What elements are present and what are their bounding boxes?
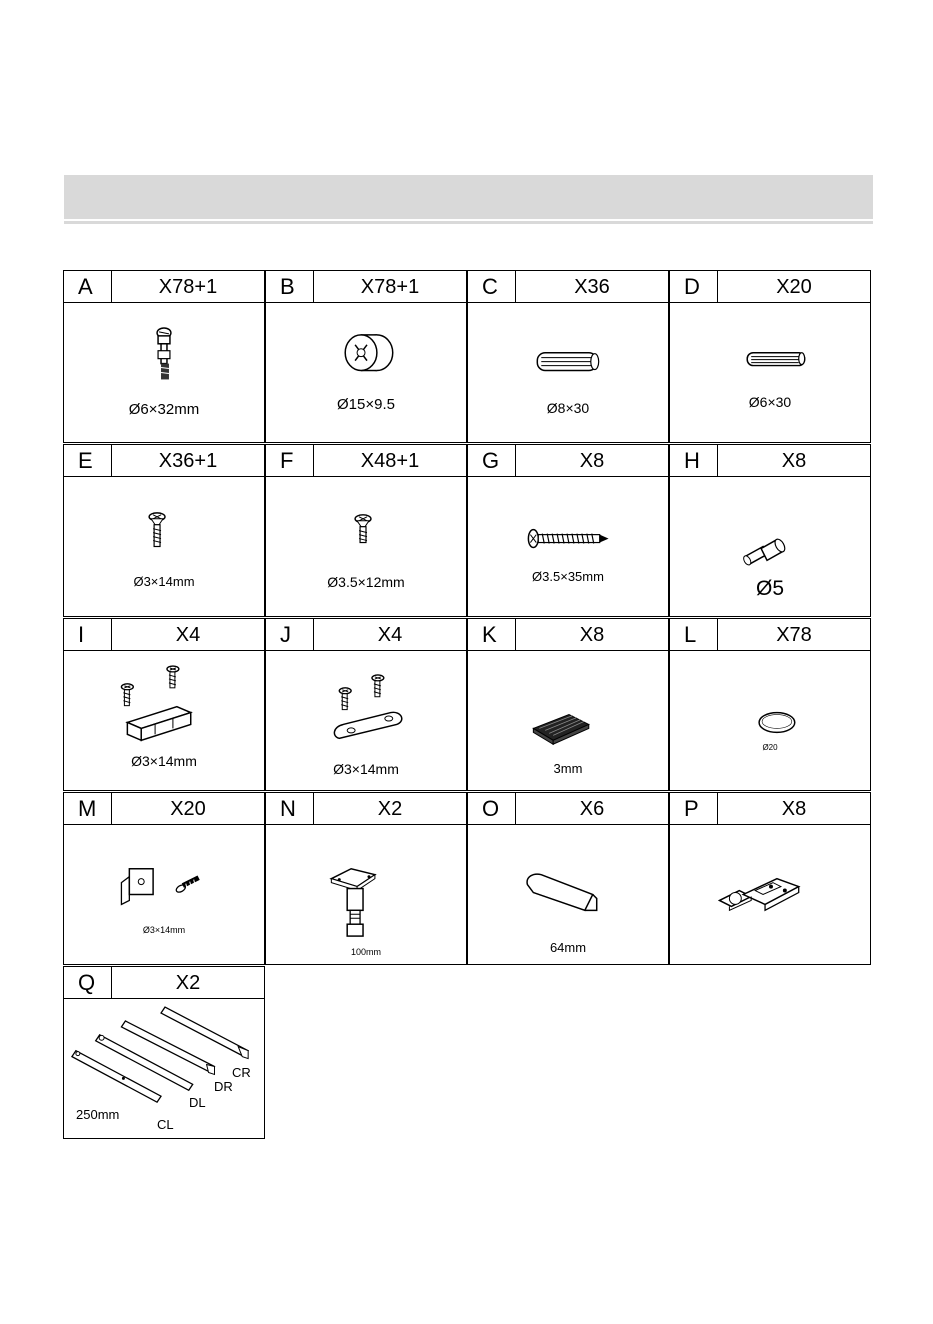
magnetic-catch-icon: [64, 651, 264, 790]
part-cell-q: [63, 966, 265, 1139]
part-illustration: [467, 303, 669, 443]
part-quantity: X78: [776, 624, 812, 646]
part-header: [63, 792, 265, 825]
part-letter: O: [468, 793, 516, 824]
adjustable-leg-icon: [266, 825, 466, 964]
wood-dowel-icon: [670, 303, 870, 442]
part-cell-e: [63, 444, 265, 617]
part-cell-h: [669, 444, 871, 617]
cam-lock-icon: [266, 303, 466, 442]
part-letter: H: [670, 445, 718, 476]
part-quantity: X4: [377, 624, 403, 646]
part-letter: K: [468, 619, 516, 650]
part-header: [669, 444, 871, 477]
part-cell-p: [669, 792, 871, 965]
part-letter: J: [266, 619, 314, 650]
part-quantity: X8: [579, 450, 605, 472]
part-header: [467, 270, 669, 303]
part-illustration: [265, 651, 467, 791]
part-cell-l: [669, 618, 871, 791]
part-size-label: Ø6×32mm: [128, 401, 200, 418]
part-letter: F: [266, 445, 314, 476]
part-size-label: Ø5: [755, 577, 784, 600]
part-cell-c: [467, 270, 669, 443]
part-illustration: [669, 825, 871, 965]
part-quantity: X6: [579, 798, 605, 820]
part-cell-i: [63, 618, 265, 791]
part-header: [265, 444, 467, 477]
part-cell-b: [265, 270, 467, 443]
part-cell-a: [63, 270, 265, 443]
part-header: [265, 270, 467, 303]
part-illustration: [63, 303, 265, 443]
part-quantity: X8: [781, 798, 807, 820]
part-letter: A: [64, 271, 112, 302]
bracket-screw-icon: [64, 825, 264, 964]
hinge-icon: [670, 825, 870, 964]
part-cell-n: [265, 792, 467, 965]
part-quantity: X20: [776, 276, 812, 298]
part-header: [63, 270, 265, 303]
part-size-label: 64mm: [549, 940, 587, 955]
part-illustration: [63, 825, 265, 965]
part-letter: E: [64, 445, 112, 476]
screw-icon: [64, 477, 264, 616]
part-size-label: Ø3×14mm: [333, 761, 399, 777]
part-size-label: Ø3×14mm: [131, 753, 197, 769]
part-quantity: X36+1: [158, 450, 218, 472]
part-quantity: X2: [377, 798, 403, 820]
part-header: [265, 618, 467, 651]
part-illustration: [669, 303, 871, 443]
part-illustration: [265, 477, 467, 617]
part-letter: B: [266, 271, 314, 302]
section-header-bar: [64, 175, 873, 219]
part-illustration: [467, 477, 669, 617]
part-header: [669, 270, 871, 303]
wood-dowel-icon: [468, 303, 668, 442]
part-letter: N: [266, 793, 314, 824]
part-cell-o: [467, 792, 669, 965]
part-letter: P: [670, 793, 718, 824]
header-divider: [64, 221, 873, 224]
part-header: [63, 618, 265, 651]
part-quantity: X2: [175, 972, 201, 994]
part-cell-m: [63, 792, 265, 965]
part-size-label: Ø3×14mm: [133, 574, 195, 589]
part-quantity: X8: [579, 624, 605, 646]
part-cell-g: [467, 444, 669, 617]
part-illustration: [63, 651, 265, 791]
part-quantity: X48+1: [360, 450, 420, 472]
runner-label-dr: DR: [214, 1079, 233, 1094]
part-size-label: Ø8×30: [546, 400, 590, 416]
part-size-label: Ø3.5×35mm: [532, 569, 604, 584]
part-header: [63, 444, 265, 477]
part-size-label: Ø15×9.5: [337, 396, 395, 413]
part-quantity: X4: [175, 624, 201, 646]
part-cell-f: [265, 444, 467, 617]
part-letter: D: [670, 271, 718, 302]
part-header: [265, 792, 467, 825]
part-illustration: [63, 477, 265, 617]
long-screw-icon: [468, 477, 668, 616]
screw-icon: [266, 477, 466, 616]
part-size-label: Ø6×30: [748, 394, 792, 410]
part-header: [669, 618, 871, 651]
part-quantity: X36: [574, 276, 610, 298]
part-size-label: Ø3.5×12mm: [327, 574, 405, 590]
part-header: [467, 792, 669, 825]
cam-bolt-icon: [64, 303, 264, 442]
part-header: [669, 792, 871, 825]
part-size-label: 250mm: [76, 1107, 120, 1122]
part-cell-d: [669, 270, 871, 443]
part-illustration: [265, 825, 467, 965]
part-header: [467, 444, 669, 477]
part-letter: Q: [64, 967, 112, 998]
part-quantity: X78+1: [158, 276, 218, 298]
part-illustration: [669, 651, 871, 791]
part-illustration: [467, 651, 669, 791]
part-size-label: Ø20: [762, 743, 778, 752]
part-header: [63, 966, 265, 999]
cover-cap-icon: [670, 651, 870, 790]
part-illustration: [669, 477, 871, 617]
part-quantity: X20: [170, 798, 206, 820]
part-quantity: X8: [781, 450, 807, 472]
part-letter: M: [64, 793, 112, 824]
part-cell-j: [265, 618, 467, 791]
part-cell-k: [467, 618, 669, 791]
part-size-label: Ø3×14mm: [142, 925, 186, 935]
part-letter: L: [670, 619, 718, 650]
part-quantity: X78+1: [360, 276, 420, 298]
part-illustration: [63, 999, 265, 1139]
part-letter: C: [468, 271, 516, 302]
part-header: [467, 618, 669, 651]
part-size-label: 100mm: [350, 947, 381, 957]
runner-label-cr: CR: [232, 1065, 251, 1080]
part-letter: G: [468, 445, 516, 476]
part-letter: I: [64, 619, 112, 650]
part-illustration: [265, 303, 467, 443]
part-size-label: 3mm: [553, 761, 583, 776]
runner-label-cl: CL: [157, 1117, 174, 1132]
runner-label-dl: DL: [189, 1095, 206, 1110]
part-illustration: [467, 825, 669, 965]
